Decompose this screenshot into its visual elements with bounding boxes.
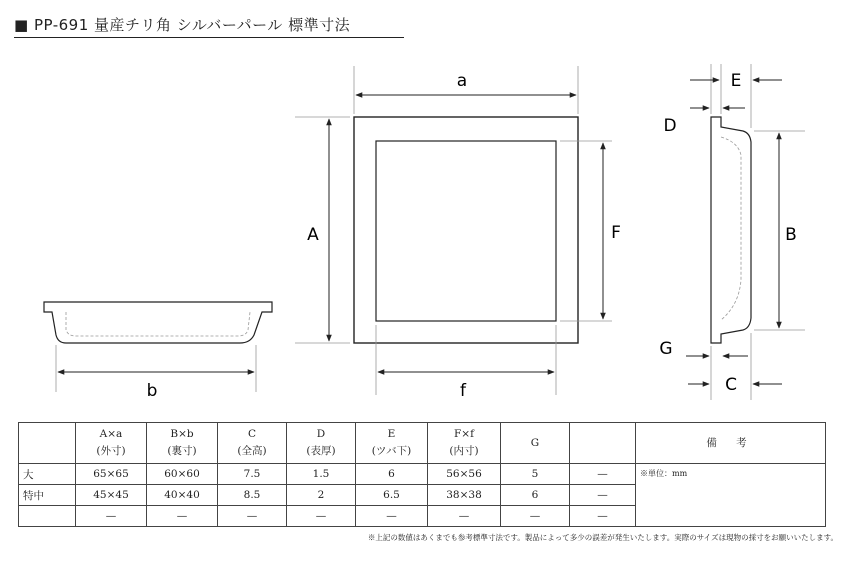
table-cell: — <box>218 506 287 527</box>
table-cell: 8.5 <box>218 485 287 506</box>
table-cell: — <box>428 506 501 527</box>
page-title: ■ PP-691 量産チリ角 シルバーパール 標準寸法 <box>14 16 351 34</box>
label-A: A <box>307 225 319 245</box>
table-cell: 6 <box>501 485 570 506</box>
side-view-bottom <box>44 302 272 401</box>
label-E: E <box>730 71 742 91</box>
table-cell: — <box>287 506 356 527</box>
table-cell: — <box>570 464 636 485</box>
table-cell: 6 <box>356 464 428 485</box>
front-view <box>295 66 621 401</box>
table-cell: — <box>501 506 570 527</box>
table-cell: 60×60 <box>147 464 218 485</box>
remarks-cell: ※単位：mm <box>636 464 826 527</box>
table-cell: 7.5 <box>218 464 287 485</box>
header-cell-blank <box>570 423 636 464</box>
label-F: F <box>611 223 621 243</box>
label-C: C <box>725 375 737 395</box>
header-cell-Aa: A×a (外寸) <box>76 423 147 464</box>
label-b: b <box>146 381 158 401</box>
header-cell-E: E (ツバ下) <box>356 423 428 464</box>
table-cell: 6.5 <box>356 485 428 506</box>
table-cell: 45×45 <box>76 485 147 506</box>
side-profile-right <box>711 117 751 343</box>
row-label <box>19 506 76 527</box>
label-f: f <box>460 381 466 401</box>
spec-table <box>18 422 826 527</box>
table-cell: 38×38 <box>428 485 501 506</box>
row-label: 大 <box>19 464 76 485</box>
row-label: 特中 <box>19 485 76 506</box>
table-cell: 5 <box>501 464 570 485</box>
table-cell: 1.5 <box>287 464 356 485</box>
header-cell-Ff: F×f (内寸) <box>428 423 501 464</box>
table-cell: — <box>570 506 636 527</box>
table-cell: 40×40 <box>147 485 218 506</box>
header-cell-D: D (表厚) <box>287 423 356 464</box>
table-row <box>19 464 826 485</box>
table-cell: — <box>76 506 147 527</box>
table-cell: 2 <box>287 485 356 506</box>
header-cell <box>19 423 76 464</box>
label-a: a <box>456 71 468 91</box>
label-B: B <box>785 225 797 245</box>
table-cell: 65×65 <box>76 464 147 485</box>
table-cell: — <box>570 485 636 506</box>
inner-opening <box>376 141 556 321</box>
label-D: D <box>663 116 677 136</box>
side-profile <box>44 302 272 343</box>
label-G: G <box>659 339 673 359</box>
footnote: ※上記の数値はあくまでも参考標準寸法です。製品によって多少の誤差が発生いたします。実際のサイズは現物の採寸をお願いいたします。 <box>367 533 838 542</box>
remarks-header: 備 考 <box>636 423 826 464</box>
table-cell: — <box>147 506 218 527</box>
side-view-right <box>659 64 805 400</box>
table-cell: 56×56 <box>428 464 501 485</box>
table-cell: — <box>356 506 428 527</box>
table-header-row <box>19 423 826 464</box>
header-cell-G: G <box>501 423 570 464</box>
header-cell-Bb: B×b (裏寸) <box>147 423 218 464</box>
header-cell-C: C (全高) <box>218 423 287 464</box>
